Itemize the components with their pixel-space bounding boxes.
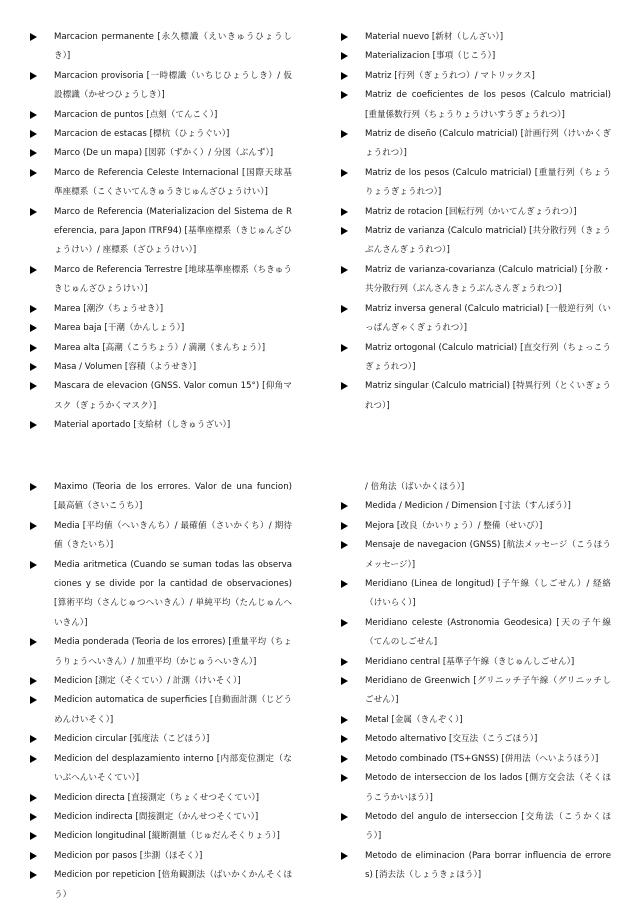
entry-text: Materializacion [事項（じこう）]	[365, 51, 496, 62]
triangle-right-icon	[30, 421, 37, 429]
entry-text: Maximo (Teoria de los errores. Valor de una funcion) [最高値（さいこうち）]	[54, 482, 292, 512]
triangle-right-icon	[30, 324, 37, 332]
triangle-right-icon	[341, 227, 348, 235]
triangle-right-icon	[30, 677, 37, 685]
entry-text: Marco de Referencia Celeste Internacional [国際天球基準座標系（こくさいてんきゅうきじゅんざひょうけい）]	[54, 167, 292, 198]
glossary-entry	[341, 47, 611, 66]
triangle-right-icon	[341, 91, 348, 99]
entry-text: Metodo del angulo de interseccion [交角法（こうかくほう）]	[365, 811, 611, 842]
glossary-entry	[341, 86, 611, 125]
glossary-entry	[30, 67, 292, 106]
triangle-right-icon	[30, 755, 37, 763]
glossary-entry	[341, 711, 611, 730]
glossary-entry	[341, 769, 611, 808]
entry-text: Mejora [改良（かいりょう）/ 整備（せいび）]	[365, 520, 543, 531]
term-list	[30, 478, 292, 905]
triangle-right-icon	[30, 149, 37, 157]
entry-text: Matriz de varianza-covarianza (Calculo matricial) [分散・共分散行列（ぶんさんきょうぶんさんぎょうれつ）]	[365, 264, 611, 295]
glossary-entry	[341, 339, 611, 378]
glossary-entry	[30, 358, 292, 377]
glossary-entry	[30, 319, 292, 338]
entry-text: Marcacion de estacas [標杭（ひょうぐい）]	[54, 129, 230, 140]
glossary-entry	[30, 672, 292, 691]
triangle-right-icon	[30, 832, 37, 840]
triangle-right-icon	[30, 130, 37, 138]
bottom-right-column	[341, 478, 611, 886]
glossary-entry	[341, 808, 611, 847]
triangle-right-icon	[341, 658, 348, 666]
glossary-entry	[30, 691, 292, 730]
triangle-right-icon	[341, 619, 348, 627]
triangle-right-icon	[341, 33, 348, 41]
entry-text: Marco de Referencia (Materializacion del Sistema de Referencia, para Japon ITRF94) [基準座標系（きじゅんざひょうけい）/ 座標系（ざひょうけい）]	[54, 206, 292, 256]
glossary-entry	[341, 300, 611, 339]
glossary-entry	[341, 672, 611, 711]
glossary-entry	[30, 866, 292, 905]
entry-text: Metal [金属（きんぞく）]	[365, 714, 463, 725]
triangle-right-icon	[30, 696, 37, 704]
glossary-entry	[341, 517, 611, 536]
glossary-entry	[30, 416, 292, 435]
glossary-entry	[30, 261, 292, 300]
glossary-entry	[30, 478, 292, 517]
glossary-entry	[30, 847, 292, 866]
triangle-right-icon	[341, 169, 348, 177]
glossary-entry	[341, 377, 611, 416]
glossary-entry	[30, 808, 292, 827]
glossary-entry	[341, 536, 611, 575]
glossary-entry	[341, 203, 611, 222]
triangle-right-icon	[341, 266, 348, 274]
glossary-entry	[30, 28, 292, 67]
entry-text: Marcacion de puntos [点刻（てんこく）]	[54, 109, 218, 120]
entry-text: Metodo alternativo [交互法（こうごほう）]	[365, 734, 538, 745]
glossary-entry	[341, 730, 611, 749]
entry-text: Marea alta [高潮（こうちょう）/ 満潮（まんちょう）]	[54, 342, 266, 353]
glossary-entry	[30, 556, 292, 634]
entry-text: Medicion por pasos [歩測（ほそく）]	[54, 850, 203, 861]
entry-text: Matriz de varianza (Calculo matricial) [共分散行列（きょうぶんさんぎょうれつ）]	[365, 226, 611, 256]
entry-text: Medicion del desplazamiento interno [内部変位測定（ないぶへんいそくてい）]	[54, 753, 292, 784]
entry-text: Medicion automatica de superficies [自動面計測（じどうめんけいそく）]	[54, 695, 292, 725]
triangle-right-icon	[30, 852, 37, 860]
glossary-entry	[30, 377, 292, 416]
glossary-entry	[341, 614, 611, 653]
triangle-right-icon	[341, 382, 348, 390]
triangle-right-icon	[30, 483, 37, 491]
glossary-entry	[341, 28, 611, 47]
triangle-right-icon	[30, 522, 37, 530]
top-left-column	[30, 28, 292, 436]
triangle-right-icon	[30, 72, 37, 80]
glossary-entry	[341, 653, 611, 672]
glossary-entry	[30, 203, 292, 261]
triangle-right-icon	[341, 813, 348, 821]
entry-text: Media [平均値（へいきんち）/ 最確値（さいかくち）/ 期待値（きたいち）]	[54, 520, 292, 551]
entry-text: Marco (De un mapa) [図郭（ずかく）/ 分図（ぶんず）]	[54, 148, 274, 159]
triangle-right-icon	[30, 169, 37, 177]
entry-text: Meridiano de Greenwich [グリニッチ子午線（グリニッチしごせん）]	[365, 676, 611, 706]
entry-text: Medicion por repeticion [倍角観測法（ばいかくかんそくほう）	[54, 870, 292, 900]
glossary-entry	[341, 478, 611, 497]
triangle-right-icon	[30, 363, 37, 371]
entry-text: Marcacion permanente [永久標識（えいきゅうひょうしき）]	[54, 32, 292, 62]
triangle-right-icon	[30, 794, 37, 802]
triangle-right-icon	[341, 735, 348, 743]
entry-text: Marco de Referencia Terrestre [地球基準座標系（ちきゅうきじゅんざひょうけい）]	[54, 264, 292, 295]
entry-text: Mensaje de navegacion (GNSS) [航法メッセージ（こうほうメッセージ）]	[365, 540, 611, 570]
glossary-entry	[341, 261, 611, 300]
glossary-entry	[341, 222, 611, 261]
term-list	[341, 478, 611, 886]
entry-text: Marcacion provisoria [一時標識（いちじひょうしき）/ 仮設標識（かせつひょうしき）]	[54, 70, 292, 101]
glossary-entry	[30, 750, 292, 789]
entry-text: Medicion circular [弧度法（こどほう）]	[54, 734, 210, 745]
term-list	[341, 28, 611, 416]
bottom-left-column	[30, 478, 292, 905]
triangle-right-icon	[341, 522, 348, 530]
glossary-entry	[30, 164, 292, 203]
entry-text: Marea baja [干潮（かんしょう）]	[54, 323, 185, 334]
entry-text: Matriz de coeficientes de los pesos (Calculo matricial) [重量係数行列（ちょうりょうけいすうぎょうれつ）]	[365, 90, 611, 120]
triangle-right-icon	[341, 774, 348, 782]
entry-text: Metodo combinado (TS+GNSS) [併用法（へいようほう）]	[365, 753, 599, 764]
triangle-right-icon	[30, 305, 37, 313]
entry-text: Matriz de los pesos (Calculo matricial) [重量行列（ちょうりょうぎょうれつ）]	[365, 167, 611, 198]
glossary-entry	[30, 125, 292, 144]
glossary-entry	[30, 827, 292, 846]
entry-text: Matriz de diseño (Calculo matricial) [計画行列（けいかくぎょうれつ）]	[365, 129, 611, 159]
entry-text: Matriz singular (Calculo matricial) [特異行列（とくいぎょうれつ）]	[365, 381, 611, 411]
entry-text: Metodo de interseccion de los lados [側方交会法（そくほうこうかいほう）]	[365, 773, 611, 803]
entry-text: Meridiano central [基準子午線（きじゅんしごせん）]	[365, 656, 575, 667]
entry-text: Mascara de elevacion (GNSS. Valor comun 15°) [仰角マスク（ぎょうかくマスク）]	[54, 381, 292, 411]
triangle-right-icon	[341, 541, 348, 549]
entry-text: Medida / Medicion / Dimension [寸法（すんぽう）]	[365, 501, 571, 512]
triangle-right-icon	[341, 208, 348, 216]
triangle-right-icon	[30, 561, 37, 569]
glossary-entry	[341, 750, 611, 769]
entry-text: Matriz [行列（ぎょうれつ）/ マトリックス]	[365, 70, 535, 81]
entry-text: Medicion directa [直接測定（ちょくせつそくてい）]	[54, 792, 259, 803]
entry-text: Marea [潮汐（ちょうせき）]	[54, 303, 164, 314]
top-right-column	[341, 28, 611, 416]
entry-text: Medicion [測定（そくてい）/ 計測（けいそく）]	[54, 676, 241, 687]
glossary-entry	[341, 164, 611, 203]
glossary-entry	[341, 125, 611, 164]
term-list	[30, 28, 292, 436]
glossary-entry	[30, 300, 292, 319]
triangle-right-icon	[341, 305, 348, 313]
triangle-right-icon	[30, 33, 37, 41]
triangle-right-icon	[30, 735, 37, 743]
entry-text: Meridiano (Linea de longitud) [子午線（しごせん）/ 経絡（けいらく）]	[365, 579, 611, 609]
entry-text: Material nuevo [新材（しんざい）]	[365, 32, 504, 42]
glossary-entry	[341, 67, 611, 86]
glossary-entry	[341, 575, 611, 614]
triangle-right-icon	[341, 344, 348, 352]
entry-text: Matriz de rotacion [回転行列（かいてんぎょうれつ）]	[365, 206, 577, 217]
glossary-entry	[341, 847, 611, 886]
entry-text: Masa / Volumen [容積（ようせき）]	[54, 361, 197, 372]
triangle-right-icon	[341, 755, 348, 763]
entry-text: Matriz inversa general (Calculo matricial) [一般逆行列（いっぱんぎゃくぎょうれつ）]	[365, 303, 611, 334]
glossary-entry	[341, 497, 611, 516]
triangle-right-icon	[341, 716, 348, 724]
triangle-right-icon	[341, 52, 348, 60]
triangle-right-icon	[30, 871, 37, 879]
entry-text: Metodo de eliminacion (Para borrar influencia de errores) [消去法（しょうきょほう）]	[365, 850, 611, 881]
glossary-entry	[30, 633, 292, 672]
entry-text: Meridiano celeste (Astronomia Geodesica) [天の子午線（てんのしごせん]	[365, 617, 611, 648]
entry-text: Medicion indirecta [間接測定（かんせつそくてい）]	[54, 811, 259, 822]
triangle-right-icon	[30, 111, 37, 119]
glossary-entry	[30, 339, 292, 358]
triangle-right-icon	[30, 813, 37, 821]
triangle-right-icon	[30, 638, 37, 646]
triangle-right-icon	[30, 266, 37, 274]
triangle-right-icon	[341, 852, 348, 860]
triangle-right-icon	[30, 208, 37, 216]
triangle-right-icon	[341, 72, 348, 80]
triangle-right-icon	[341, 677, 348, 685]
glossary-entry	[30, 730, 292, 749]
glossary-entry	[30, 106, 292, 125]
entry-text: Matriz ortogonal (Calculo matricial) [直交行列（ちょっこうぎょうれつ）]	[365, 342, 611, 372]
triangle-right-icon	[30, 344, 37, 352]
entry-text: Media aritmetica (Cuando se suman todas las observaciones y se divide por la cantidad de observaciones) [算術平均（さんじゅつへいきん）/ 単純平均（たんじゅんへいきん）]	[54, 559, 292, 628]
triangle-right-icon	[341, 130, 348, 138]
triangle-right-icon	[341, 502, 348, 510]
glossary-entry	[30, 144, 292, 163]
glossary-entry	[30, 517, 292, 556]
entry-text: Medicion longitudinal [縦断測量（じゅだんそくりょう）]	[54, 831, 280, 842]
triangle-right-icon	[341, 580, 348, 588]
entry-text: Media ponderada (Teoria de los errores) [重量平均（ちょうりょうへいきん）/ 加重平均（かじゅうへいきん）]	[54, 637, 292, 667]
entry-text: / 倍角法（ばいかくほう）]	[365, 482, 465, 492]
triangle-right-icon	[30, 382, 37, 390]
entry-text: Material aportado [支給材（しきゅうざい）]	[54, 420, 231, 431]
glossary-entry	[30, 789, 292, 808]
